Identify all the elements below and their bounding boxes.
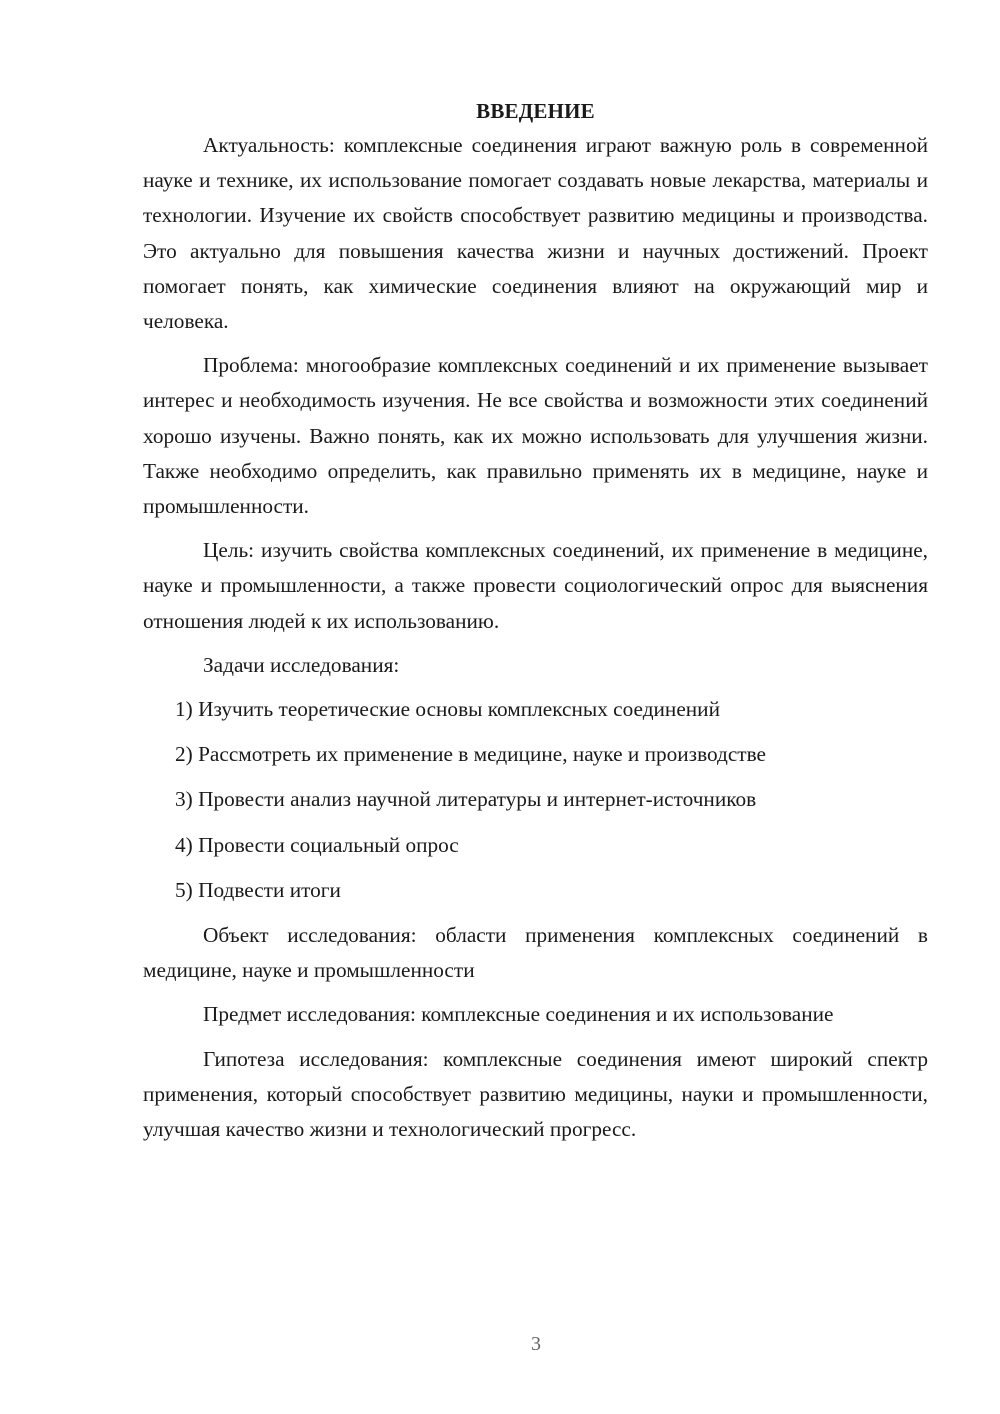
section-heading: ВВЕДЕНИЕ <box>476 99 595 123</box>
subject-paragraph: Предмет исследования: комплексные соединения и их использование <box>203 1002 834 1027</box>
relevance-paragraph: Актуальность: комплексные соединения играют важную роль в современной науке и технике, их использование помогает создавать новые лекарства, материалы и технологии. Изучение их свойств способствует развитию медицины и производства. Это актуально для повышения качества жизни и научных достижений. Проект помогает понять, как химические соединения влияют на окружающий мир и человека. <box>143 133 928 334</box>
list-item: 1) Изучить теоретические основы комплексных соединений <box>175 697 720 722</box>
tasks-list <box>143 692 928 908</box>
document-page <box>143 94 928 1156</box>
page-number: 3 <box>531 1333 541 1355</box>
goal-paragraph: Цель: изучить свойства комплексных соединений, их применение в медицине, науке и промышленности, а также провести социологический опрос для выяснения отношения людей к их использованию. <box>143 538 928 633</box>
tasks-heading: Задачи исследования: <box>203 652 400 677</box>
hypothesis-paragraph: Гипотеза исследования: комплексные соединения имеют широкий спектр применения, который способствует развитию медицины, науки и промышленности, улучшая качество жизни и технологический прогресс. <box>143 1046 928 1142</box>
problem-paragraph: Проблема: многообразие комплексных соединений и их применение вызывает интерес и необходимость изучения. Не все свойства и возможности этих соединений хорошо изучены. Важно понять, как их можно использовать для улучшения жизни. Также необходимо определить, как правильно применять их в медицине, науке и промышленности. <box>143 353 928 519</box>
list-item: 5) Подвести итоги <box>175 877 341 902</box>
list-item: 3) Провести анализ научной литературы и интернет-источников <box>175 787 757 812</box>
object-paragraph: Объект исследования: области применения комплексных соединений в медицине, науке и промышленности <box>143 923 928 983</box>
list-item: 4) Провести социальный опрос <box>175 832 459 857</box>
list-item: 2) Рассмотреть их применение в медицине, науке и производстве <box>175 742 766 767</box>
